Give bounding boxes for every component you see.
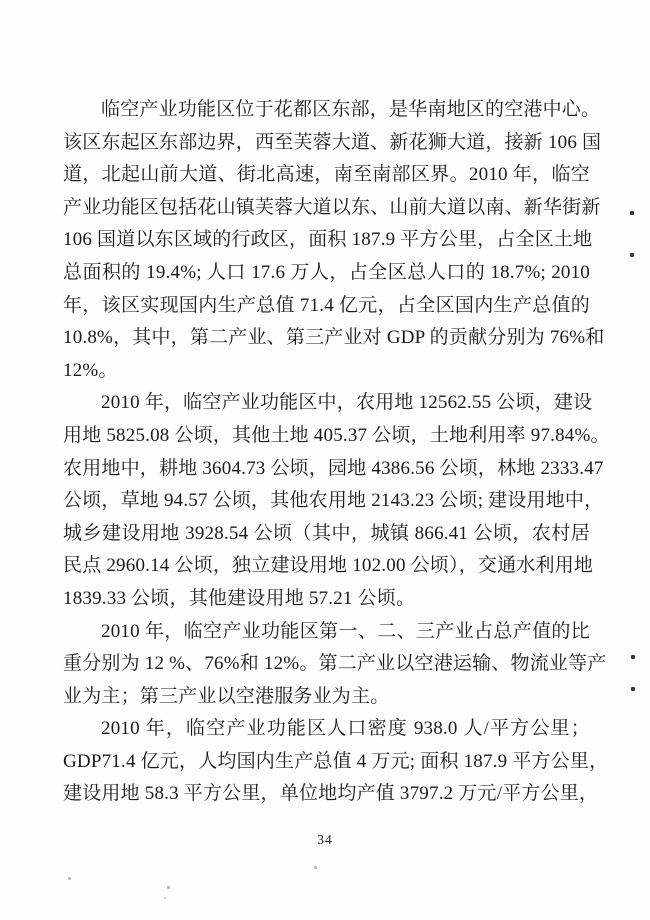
- text-line: 农用地中，耕地 3604.73 公顷，园地 4386.56 公顷，林地 2333.47: [63, 457, 604, 479]
- text-line: 城乡建设用地 3928.54 公顷（其中，城镇 866.41 公顷，农村居: [63, 522, 590, 544]
- scan-speck: [630, 253, 634, 257]
- text-line: 用地 5825.08 公顷，其他土地 405.37 公顷，土地利用率 97.84%。: [63, 424, 610, 446]
- text-line: 临空产业功能区位于花都区东部，是华南地区的空港中心。: [101, 99, 601, 120]
- scan-speck: [167, 886, 170, 889]
- text-line: 总面积的 19.4%; 人口 17.6 万人，占全区总人口的 18.7%; 2010: [63, 261, 590, 283]
- scan-speck: [631, 655, 635, 659]
- text-line: 道，北起山前大道、街北高速，南至南部区界。2010 年，临空: [63, 164, 590, 186]
- text-line: 10.8%，其中，第二产业、第三产业对 GDP 的贡献分别为 76%和: [63, 327, 605, 349]
- text-line: 产业功能区包括花山镇芙蓉大道以东、山前大道以南、新华街新: [63, 196, 601, 218]
- text-line: GDP71.4 亿元，人均国内生产总值 4 万元; 面积 187.9 平方公里，: [63, 750, 609, 772]
- text-line: 民点 2960.14 公顷，独立建设用地 102.00 公顷），交通水利用地: [63, 555, 594, 577]
- text-line: 2010 年，临空产业功能区人口密度 938.0 人/平方公里；: [101, 718, 590, 740]
- text-line: 公顷，草地 94.57 公顷，其他农用地 2143.23 公顷; 建设用地中，: [63, 490, 604, 512]
- scan-speck: [68, 877, 71, 880]
- text-line: 重分别为 12 %、76%和 12%。第二产业以空港运输、物流业等产: [63, 653, 607, 675]
- scan-speck: [631, 687, 635, 691]
- text-line: 106 国道以东区域的行政区，面积 187.9 平方公里，占全区土地: [63, 229, 593, 251]
- text-line: 该区东起区东部边界，西至芙蓉大道、新花狮大道，接新 106 国: [63, 131, 602, 153]
- text-line: 业为主；第三产业以空港服务业为主。: [63, 685, 390, 707]
- text-line: 年，该区实现国内生产总值 71.4 亿元，占全区国内生产总值的: [63, 294, 590, 316]
- text-line: 2010 年，临空产业功能区中，农用地 12562.55 公顷，建设: [101, 392, 593, 414]
- text-line: 1839.33 公顷，其他建设用地 57.21 公顷。: [63, 587, 416, 609]
- text-line: 12%。: [63, 359, 118, 381]
- text-line: 建设用地 58.3 平方公里，单位地均产值 3797.2 万元/平方公里，: [63, 783, 599, 805]
- scan-speck: [164, 897, 166, 899]
- text-line: 2010 年，临空产业功能区第一、二、三产业占总产值的比: [101, 620, 590, 642]
- scan-speck: [314, 866, 317, 869]
- scan-speck: [630, 211, 634, 215]
- page-number: 34: [317, 832, 333, 847]
- body-text: [63, 94, 610, 811]
